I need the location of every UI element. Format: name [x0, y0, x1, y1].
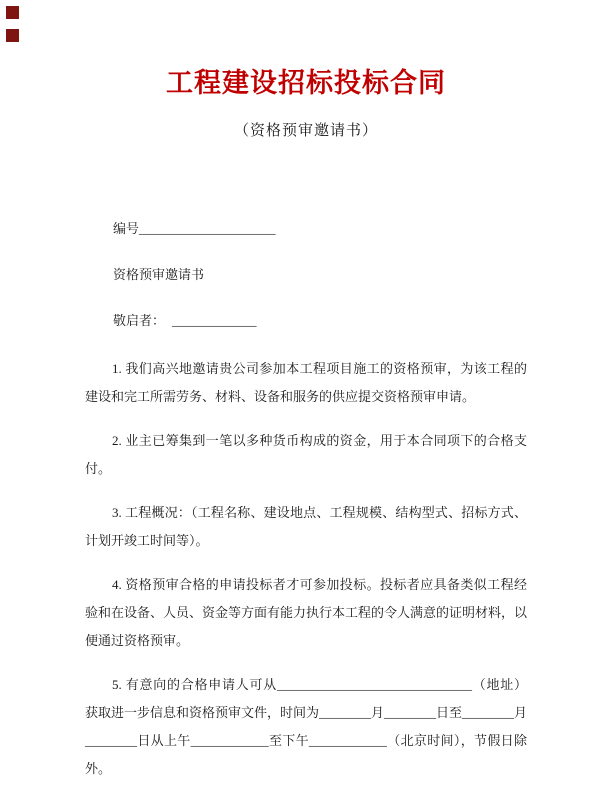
number-blank-line: _____________________	[139, 221, 276, 236]
salutation-blank-line: _____________	[172, 313, 257, 328]
paragraph-1: 1. 我们高兴地邀请贵公司参加本工程项目施工的资格预审，为该工程的建设和完工所需劳务、材料、设备和服务的供应提交资格预审申请。	[85, 361, 527, 404]
paragraph-5: 5. 有意向的合格申请人可从______________________________（地址）获取进一步信息和资格预审文件，时间为________月________日至________月________日从上午____________至下午____________（北京时间），节假日除外。	[85, 677, 528, 776]
paragraph-2: 2. 业主已筹集到一笔以多种货币构成的资金，用于本合同项下的合格支付。	[85, 433, 527, 476]
paragraph-4: 4. 资格预审合格的申请投标者才可参加投标。投标者应具备类似工程经验和在设备、人员、资金等方面有能力执行本工程的令人满意的证明材料，以便通过资格预审。	[85, 577, 528, 648]
header-fields	[85, 220, 527, 329]
document-title: 工程建设招标投标合同	[166, 68, 446, 98]
corner-square-mark-top	[6, 6, 19, 19]
corner-square-mark-bottom	[6, 29, 19, 42]
doc-subject-label: 资格预审邀请书	[113, 267, 205, 282]
salutation-label: 敬启者：	[113, 313, 166, 328]
document-subtitle: （资格预审邀请书）	[233, 123, 378, 139]
paragraph-3: 3. 工程概况：（工程名称、建设地点、工程规模、结构型式、招标方式、计划开竣工时间等）。	[85, 505, 527, 548]
document-body	[85, 355, 527, 783]
number-field-line	[113, 220, 527, 237]
doc-subject-line	[113, 266, 527, 283]
salutation-line	[113, 312, 527, 329]
number-label: 编号	[113, 221, 140, 236]
